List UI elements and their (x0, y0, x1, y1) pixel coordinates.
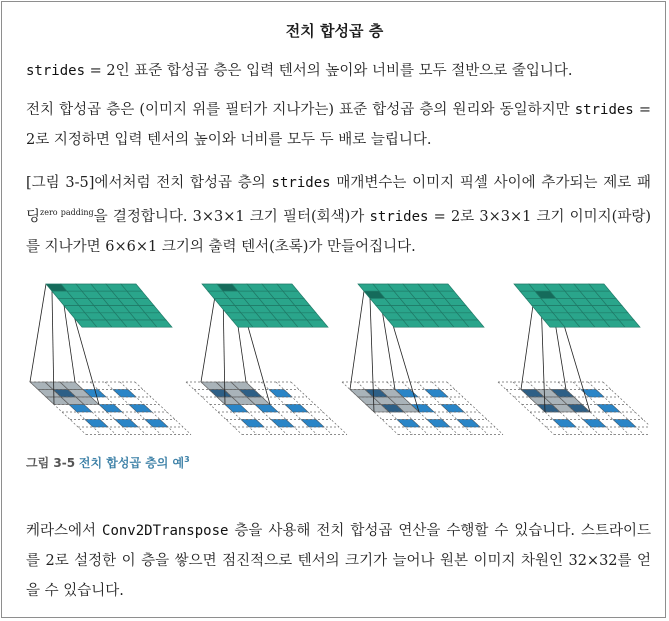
input-pixel (69, 405, 92, 413)
paragraph-keras (26, 516, 651, 606)
projection-line (30, 284, 46, 382)
page-frame (1, 1, 666, 618)
p2-text1: 전치 합성곱 층은 (이미지 위를 필터가 지나가는) 표준 합성곱 층의 원리와 동일하지만 (26, 102, 575, 118)
figure-panel (342, 284, 503, 435)
input-pixel (397, 420, 420, 428)
input-pixel (129, 405, 152, 413)
input-pixel (225, 405, 248, 413)
input-pixel (457, 420, 480, 428)
input-pixel (441, 405, 464, 413)
caption-footnote-mark: 3 (184, 455, 190, 464)
input-pixel (269, 390, 292, 398)
paragraph-transpose-principle (26, 95, 651, 155)
p1-text: = 2인 표준 합성곱 층은 입력 텐서의 높이와 너비를 모두 절반으로 줄입니다. (85, 63, 573, 79)
input-pixel (85, 420, 108, 428)
code-strides: strides (26, 63, 86, 79)
input-pixel (99, 405, 122, 413)
zero-padding-superscript: zero padding (40, 208, 94, 217)
p4-text2: 층을 사용해 전치 합성곱 연산을 수행할 수 있습니다. 스트라이드를 2로 설정한 이 층을 쌓으면 점진적으로 텐서의 크기가 늘어나 원본 이미지 차원인 32×32를 얻을 수 있습니다. (26, 523, 651, 599)
code-strides: strides (369, 208, 429, 225)
input-pixel (597, 405, 620, 413)
input-pixel (427, 420, 450, 428)
paragraph-figure-explanation (26, 168, 651, 262)
input-pixel (241, 420, 264, 428)
figure-panel (498, 284, 649, 435)
figure-panel (186, 284, 347, 435)
input-pixel (301, 420, 324, 428)
code-conv2dtranspose: Conv2DTranspose (102, 523, 229, 539)
input-pixel (145, 420, 168, 428)
p3-text3: 을 결정합니다. 3×3×1 크기 필터(회색)가 (93, 208, 370, 225)
input-pixel (425, 390, 448, 398)
caption-number: 그림 3-5 (26, 456, 76, 470)
figure-caption (26, 454, 190, 471)
input-pixel (113, 390, 136, 398)
input-pixel (613, 420, 636, 428)
input-pixel (553, 420, 576, 428)
input-pixel (285, 405, 308, 413)
section-title: 전치 합성곱 층 (285, 22, 384, 40)
p3-text1: [그림 3-5]에서처럼 전치 합성곱 층의 (26, 175, 272, 191)
p3-text4: = 2로 3×3×1 크기 이미지(파랑)를 지나가면 6×6×1 크기의 출력 텐서(초록)가 만들어집니다. (26, 208, 651, 255)
input-pixel (583, 420, 606, 428)
p4-text1: 케라스에서 (26, 523, 103, 539)
input-pixel (271, 420, 294, 428)
caption-text: 전치 합성곱 층의 예 (78, 456, 185, 470)
p2-text2: = 2로 지정하면 입력 텐서의 높이와 너비를 모두 두 배로 늘립니다. (26, 102, 651, 148)
code-strides: strides (271, 175, 331, 191)
figure-panel (30, 284, 191, 435)
input-pixel (115, 420, 138, 428)
transpose-conv-figure (24, 264, 649, 444)
input-pixel (255, 405, 278, 413)
projection-line (350, 291, 364, 389)
paragraph-strides-intro (26, 56, 651, 86)
p3-text2: 매개변수는 이미지 픽셀 사이에 추가되는 제로 패딩 (26, 175, 651, 225)
code-strides: strides (574, 102, 634, 118)
